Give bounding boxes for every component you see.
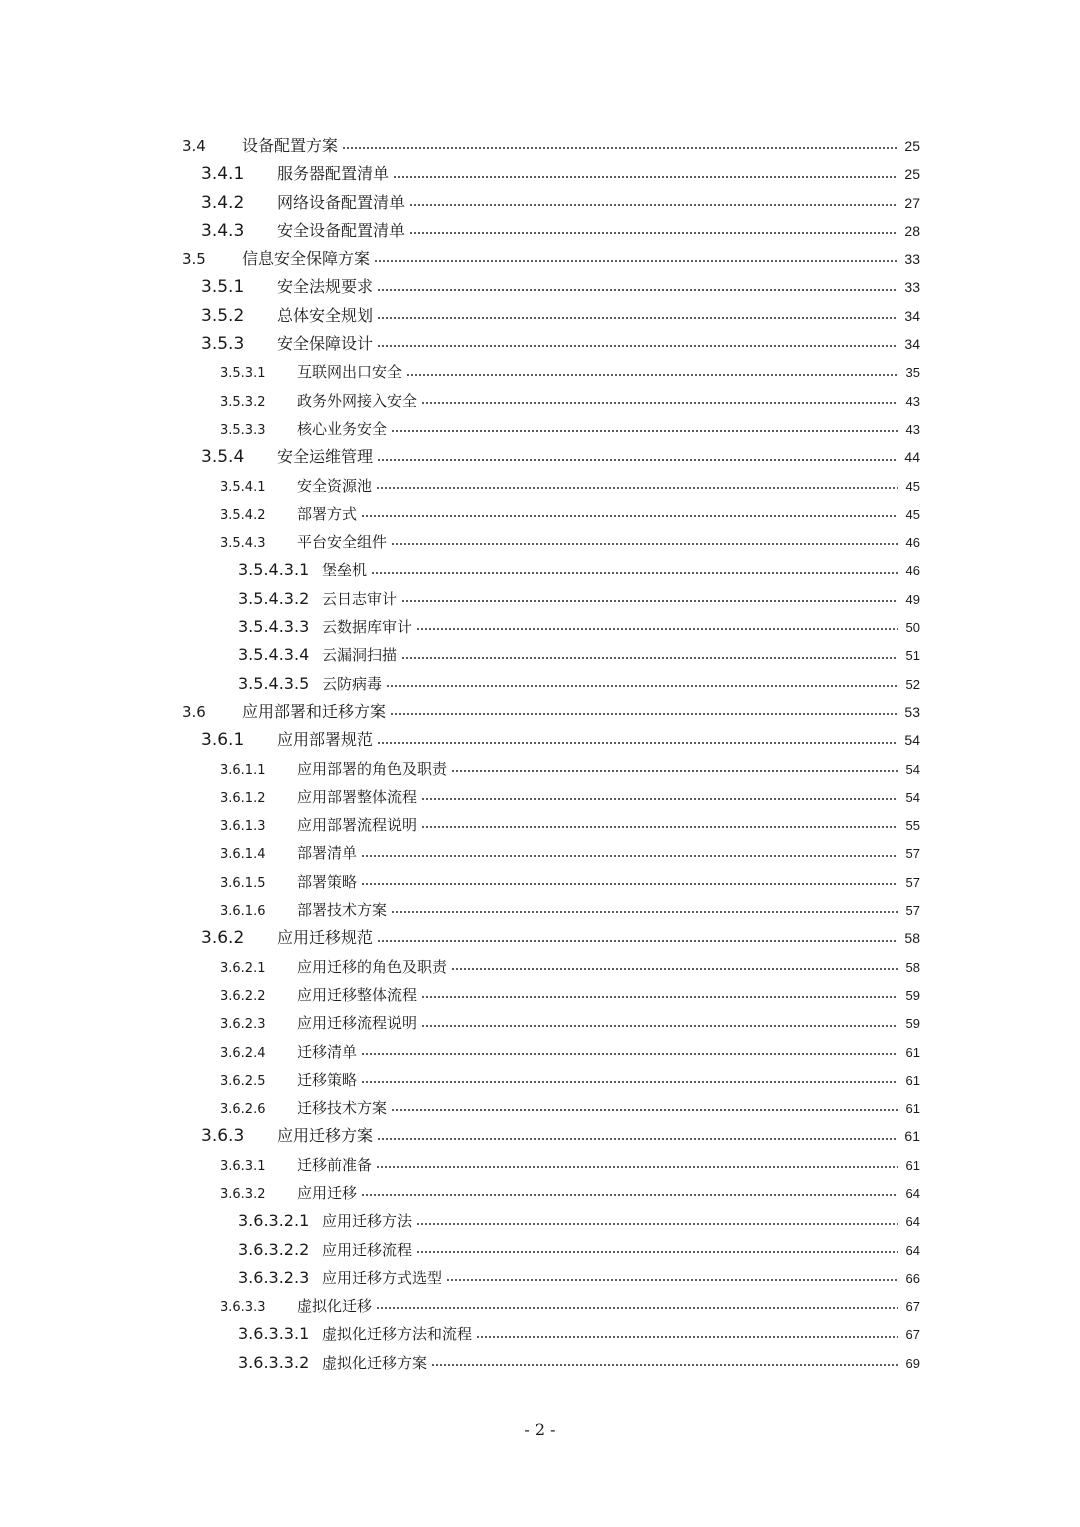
toc-entry-number: 3.6.2.6	[220, 1102, 266, 1118]
toc-entry-page: 61	[905, 1101, 920, 1117]
table-of-contents	[180, 132, 920, 1377]
toc-entry[interactable]	[180, 896, 920, 924]
toc-entry-number: 3.6.3.2.2	[238, 1239, 310, 1259]
toc-entry-title: 云防病毒	[322, 674, 383, 693]
toc-entry-title: 应用部署的角色及职责	[297, 759, 448, 778]
toc-entry-number: 3.6.3.2.1	[238, 1211, 310, 1231]
toc-entry-title: 安全设备配置清单	[277, 220, 406, 240]
dot-leader	[371, 572, 898, 574]
dot-leader	[361, 515, 898, 517]
dot-leader	[377, 940, 898, 942]
dot-leader	[416, 1251, 898, 1253]
toc-entry-page: 54	[904, 732, 920, 749]
toc-entry[interactable]	[180, 1207, 920, 1235]
toc-entry-page: 49	[905, 591, 920, 607]
dot-leader	[409, 204, 898, 206]
dot-leader	[446, 1279, 898, 1281]
toc-entry[interactable]	[180, 245, 920, 273]
toc-entry-number: 3.5.3.3	[220, 422, 266, 438]
toc-entry-number: 3.4.3	[201, 220, 245, 241]
toc-entry[interactable]	[180, 1349, 920, 1377]
dot-leader	[374, 260, 898, 262]
toc-entry[interactable]	[180, 1094, 920, 1122]
toc-entry-title: 政务外网接入安全	[297, 391, 418, 410]
toc-entry-number: 3.6.3.1	[220, 1158, 266, 1174]
toc-entry-title: 应用部署整体流程	[297, 787, 418, 806]
toc-entry-title: 云日志审计	[322, 589, 398, 608]
dot-leader	[476, 1336, 898, 1338]
page-number: - 2 -	[524, 1420, 556, 1439]
toc-entry-number: 3.6.1.5	[220, 875, 266, 891]
dot-leader	[409, 232, 898, 234]
toc-entry-page: 54	[905, 789, 920, 805]
toc-entry-number: 3.6.1.2	[220, 790, 266, 806]
toc-entry-number: 3.6.3.3	[220, 1300, 266, 1316]
toc-entry[interactable]	[180, 273, 920, 301]
toc-entry-page: 35	[905, 365, 920, 381]
toc-entry[interactable]	[180, 160, 920, 188]
toc-entry[interactable]	[180, 500, 920, 528]
toc-entry-number: 3.5.4	[201, 447, 245, 468]
toc-entry-page: 58	[904, 930, 920, 947]
toc-entry-number: 3.6.3.3.1	[238, 1324, 310, 1344]
toc-entry-page: 58	[905, 959, 920, 975]
toc-entry-title: 应用部署规范	[277, 730, 374, 750]
toc-entry[interactable]	[180, 1038, 920, 1066]
dot-leader	[401, 657, 898, 659]
toc-entry-page: 46	[905, 535, 920, 551]
toc-entry-title: 设备配置方案	[242, 136, 339, 155]
toc-entry-number: 3.6.1.1	[220, 762, 266, 778]
toc-entry-title: 安全运维管理	[277, 447, 374, 467]
toc-entry-title: 应用迁移整体流程	[297, 985, 418, 1004]
toc-entry[interactable]	[180, 1292, 920, 1320]
dot-leader	[421, 996, 898, 998]
dot-leader	[391, 1109, 898, 1111]
toc-entry-number: 3.5.4.2	[220, 507, 266, 523]
toc-entry-page: 34	[904, 307, 920, 324]
toc-entry-page: 33	[904, 251, 920, 268]
toc-entry-number: 3.4.2	[201, 192, 245, 213]
toc-entry[interactable]	[180, 1320, 920, 1348]
dot-leader	[421, 1025, 898, 1027]
toc-entry-page: 25	[904, 166, 920, 183]
toc-entry-title: 部署清单	[297, 844, 358, 863]
toc-entry-page: 61	[905, 1044, 920, 1060]
toc-entry-page: 43	[905, 393, 920, 409]
dot-leader	[361, 855, 898, 857]
toc-entry-page: 61	[905, 1157, 920, 1173]
dot-leader	[391, 430, 898, 432]
toc-entry-title: 堡垒机	[322, 561, 368, 580]
toc-entry[interactable]	[180, 1179, 920, 1207]
toc-entry-number: 3.5.3.2	[220, 394, 266, 410]
toc-entry-page: 61	[905, 1072, 920, 1088]
toc-entry-page: 28	[904, 222, 920, 239]
toc-entry-number: 3.5.4.3.1	[238, 560, 310, 580]
dot-leader	[416, 1223, 898, 1225]
toc-entry-title: 云数据库审计	[322, 618, 413, 637]
dot-leader	[376, 1307, 898, 1309]
dot-leader	[377, 289, 898, 291]
toc-entry-title: 部署方式	[297, 504, 358, 523]
dot-leader	[451, 968, 898, 970]
toc-entry[interactable]	[180, 981, 920, 1009]
toc-entry-page: 34	[904, 336, 920, 353]
dot-leader	[377, 317, 898, 319]
toc-entry[interactable]	[180, 217, 920, 245]
toc-entry[interactable]	[180, 613, 920, 641]
toc-entry-title: 安全资源池	[297, 476, 373, 495]
toc-entry-title: 网络设备配置清单	[277, 192, 406, 212]
dot-leader	[421, 826, 898, 828]
toc-entry-number: 3.5.4.3.3	[238, 617, 310, 637]
toc-entry[interactable]	[180, 1236, 920, 1264]
toc-entry[interactable]	[180, 811, 920, 839]
dot-leader	[361, 1194, 898, 1196]
dot-leader	[361, 883, 898, 885]
dot-leader	[391, 543, 898, 545]
toc-entry-number: 3.5.3.1	[220, 366, 266, 382]
toc-entry-number: 3.6.1	[201, 730, 245, 751]
toc-entry-number: 3.6.2	[201, 928, 245, 949]
dot-leader	[421, 798, 898, 800]
toc-entry-number: 3.6.3.2	[220, 1186, 266, 1202]
toc-entry-page: 46	[905, 563, 920, 579]
toc-entry-page: 67	[905, 1299, 920, 1315]
toc-entry-title: 安全保障设计	[277, 334, 374, 354]
toc-entry[interactable]	[180, 528, 920, 556]
toc-entry-title: 迁移技术方案	[297, 1099, 388, 1118]
toc-entry-page: 52	[905, 676, 920, 692]
toc-entry-number: 3.4	[182, 137, 206, 155]
toc-entry-title: 云漏洞扫描	[322, 646, 398, 665]
toc-entry-title: 应用迁移规范	[277, 928, 374, 948]
toc-entry-title: 服务器配置清单	[277, 164, 390, 184]
toc-entry-page: 51	[905, 648, 920, 664]
toc-entry-page: 57	[905, 903, 920, 919]
toc-entry-title: 迁移清单	[297, 1042, 358, 1061]
toc-entry-number: 3.6.2.4	[220, 1045, 266, 1061]
toc-entry[interactable]	[180, 387, 920, 415]
toc-entry-page: 53	[904, 703, 920, 720]
toc-entry-title: 部署技术方案	[297, 901, 388, 920]
toc-entry-number: 3.6.2.5	[220, 1073, 266, 1089]
toc-entry-page: 27	[904, 194, 920, 211]
dot-leader	[406, 374, 898, 376]
toc-entry-title: 核心业务安全	[297, 419, 388, 438]
toc-entry[interactable]	[180, 868, 920, 896]
toc-entry-title: 迁移前准备	[297, 1155, 373, 1174]
toc-entry[interactable]	[180, 415, 920, 443]
toc-entry[interactable]	[180, 556, 920, 584]
toc-entry-title: 应用迁移流程说明	[297, 1014, 418, 1033]
toc-entry-title: 安全法规要求	[277, 277, 374, 297]
dot-leader	[390, 713, 898, 715]
toc-entry[interactable]	[180, 953, 920, 981]
toc-entry[interactable]	[180, 1151, 920, 1179]
toc-entry-number: 3.6.3.2.3	[238, 1267, 310, 1287]
dot-leader	[416, 628, 898, 630]
toc-entry-title: 应用迁移的角色及职责	[297, 957, 448, 976]
toc-entry[interactable]	[180, 1066, 920, 1094]
toc-entry-number: 3.5.4.3.4	[238, 645, 310, 665]
toc-entry[interactable]	[180, 585, 920, 613]
toc-entry-page: 57	[905, 846, 920, 862]
toc-entry-number: 3.5.3	[201, 334, 245, 355]
toc-entry[interactable]	[180, 443, 920, 471]
toc-entry-title: 总体安全规划	[277, 305, 374, 325]
toc-entry-number: 3.4.1	[201, 164, 245, 185]
toc-entry-page: 45	[905, 506, 920, 522]
toc-entry-page: 25	[904, 138, 920, 154]
dot-leader	[376, 487, 898, 489]
toc-entry-page: 55	[905, 818, 920, 834]
toc-entry-number: 3.6.3	[201, 1126, 245, 1147]
toc-entry-page: 59	[905, 1016, 920, 1032]
toc-entry-number: 3.6.1.4	[220, 847, 266, 863]
toc-entry-title: 部署策略	[297, 872, 358, 891]
toc-entry-page: 54	[905, 761, 920, 777]
toc-entry-title: 应用部署和迁移方案	[242, 701, 387, 721]
toc-entry-number: 3.6.2.3	[220, 1017, 266, 1033]
dot-leader	[431, 1364, 898, 1366]
toc-entry[interactable]	[180, 783, 920, 811]
toc-entry[interactable]	[180, 924, 920, 952]
toc-entry-page: 33	[904, 279, 920, 296]
toc-entry-page: 69	[905, 1355, 920, 1371]
toc-entry-number: 3.5.4.3.2	[238, 588, 310, 608]
toc-entry[interactable]	[180, 302, 920, 330]
dot-leader	[391, 911, 898, 913]
dot-leader	[361, 1053, 898, 1055]
toc-entry-page: 66	[905, 1270, 920, 1286]
dot-leader	[377, 1138, 898, 1140]
toc-entry-page: 45	[905, 478, 920, 494]
toc-entry[interactable]	[180, 726, 920, 754]
dot-leader	[361, 1081, 898, 1083]
dot-leader	[377, 345, 898, 347]
toc-entry-title: 应用迁移	[297, 1183, 358, 1202]
toc-entry-title: 应用迁移方式选型	[322, 1268, 443, 1287]
toc-entry-title: 应用迁移方法	[322, 1212, 413, 1231]
dot-leader	[451, 770, 898, 772]
toc-entry-page: 64	[905, 1242, 920, 1258]
dot-leader	[376, 1166, 898, 1168]
toc-entry-number: 3.5.4.3	[220, 536, 266, 552]
toc-entry[interactable]	[180, 755, 920, 783]
toc-entry-title: 应用迁移方案	[277, 1126, 374, 1146]
toc-entry-page: 64	[905, 1214, 920, 1230]
toc-entry-title: 信息安全保障方案	[242, 249, 371, 269]
toc-entry-number: 3.6.1.3	[220, 819, 266, 835]
toc-entry-number: 3.5.4.3.5	[238, 673, 310, 693]
dot-leader	[386, 685, 898, 687]
toc-entry[interactable]	[180, 641, 920, 669]
toc-entry-title: 平台安全组件	[297, 533, 388, 552]
dot-leader	[377, 742, 898, 744]
toc-entry[interactable]	[180, 1122, 920, 1150]
toc-entry-number: 3.6.3.3.2	[238, 1352, 310, 1372]
toc-entry-title: 虚拟化迁移	[297, 1297, 373, 1316]
toc-entry[interactable]	[180, 472, 920, 500]
toc-entry-number: 3.6	[182, 702, 206, 721]
toc-entry-title: 应用部署流程说明	[297, 816, 418, 835]
dot-leader	[393, 176, 898, 178]
toc-entry[interactable]	[180, 358, 920, 386]
toc-entry-number: 3.5	[182, 250, 206, 269]
toc-entry-page: 50	[905, 620, 920, 636]
toc-entry[interactable]	[180, 330, 920, 358]
toc-entry-number: 3.5.4.1	[220, 479, 266, 495]
toc-entry-page: 43	[905, 421, 920, 437]
toc-entry[interactable]	[180, 132, 920, 160]
toc-entry[interactable]	[180, 1264, 920, 1292]
toc-entry[interactable]	[180, 839, 920, 867]
toc-entry-page: 61	[904, 1128, 920, 1145]
toc-entry-page: 59	[905, 987, 920, 1003]
toc-entry-page: 57	[905, 874, 920, 890]
toc-entry-title: 应用迁移流程	[322, 1240, 413, 1259]
dot-leader	[342, 147, 898, 149]
toc-entry[interactable]	[180, 670, 920, 698]
toc-entry-number: 3.5.1	[201, 277, 245, 298]
toc-entry-title: 虚拟化迁移方法和流程	[322, 1325, 473, 1344]
toc-entry-number: 3.5.2	[201, 305, 245, 326]
toc-entry-title: 虚拟化迁移方案	[322, 1353, 428, 1372]
dot-leader	[377, 459, 898, 461]
toc-entry-title: 互联网出口安全	[297, 363, 403, 382]
toc-entry-number: 3.6.1.6	[220, 904, 266, 920]
toc-entry-page: 44	[904, 449, 920, 466]
toc-entry-page: 67	[905, 1327, 920, 1343]
dot-leader	[401, 600, 898, 602]
toc-entry[interactable]	[180, 1009, 920, 1037]
toc-entry-number: 3.6.2.2	[220, 988, 266, 1004]
toc-entry[interactable]	[180, 189, 920, 217]
toc-entry-page: 64	[905, 1185, 920, 1201]
toc-entry-number: 3.6.2.1	[220, 960, 266, 976]
dot-leader	[421, 402, 898, 404]
toc-entry-title: 迁移策略	[297, 1070, 358, 1089]
toc-entry[interactable]	[180, 698, 920, 726]
